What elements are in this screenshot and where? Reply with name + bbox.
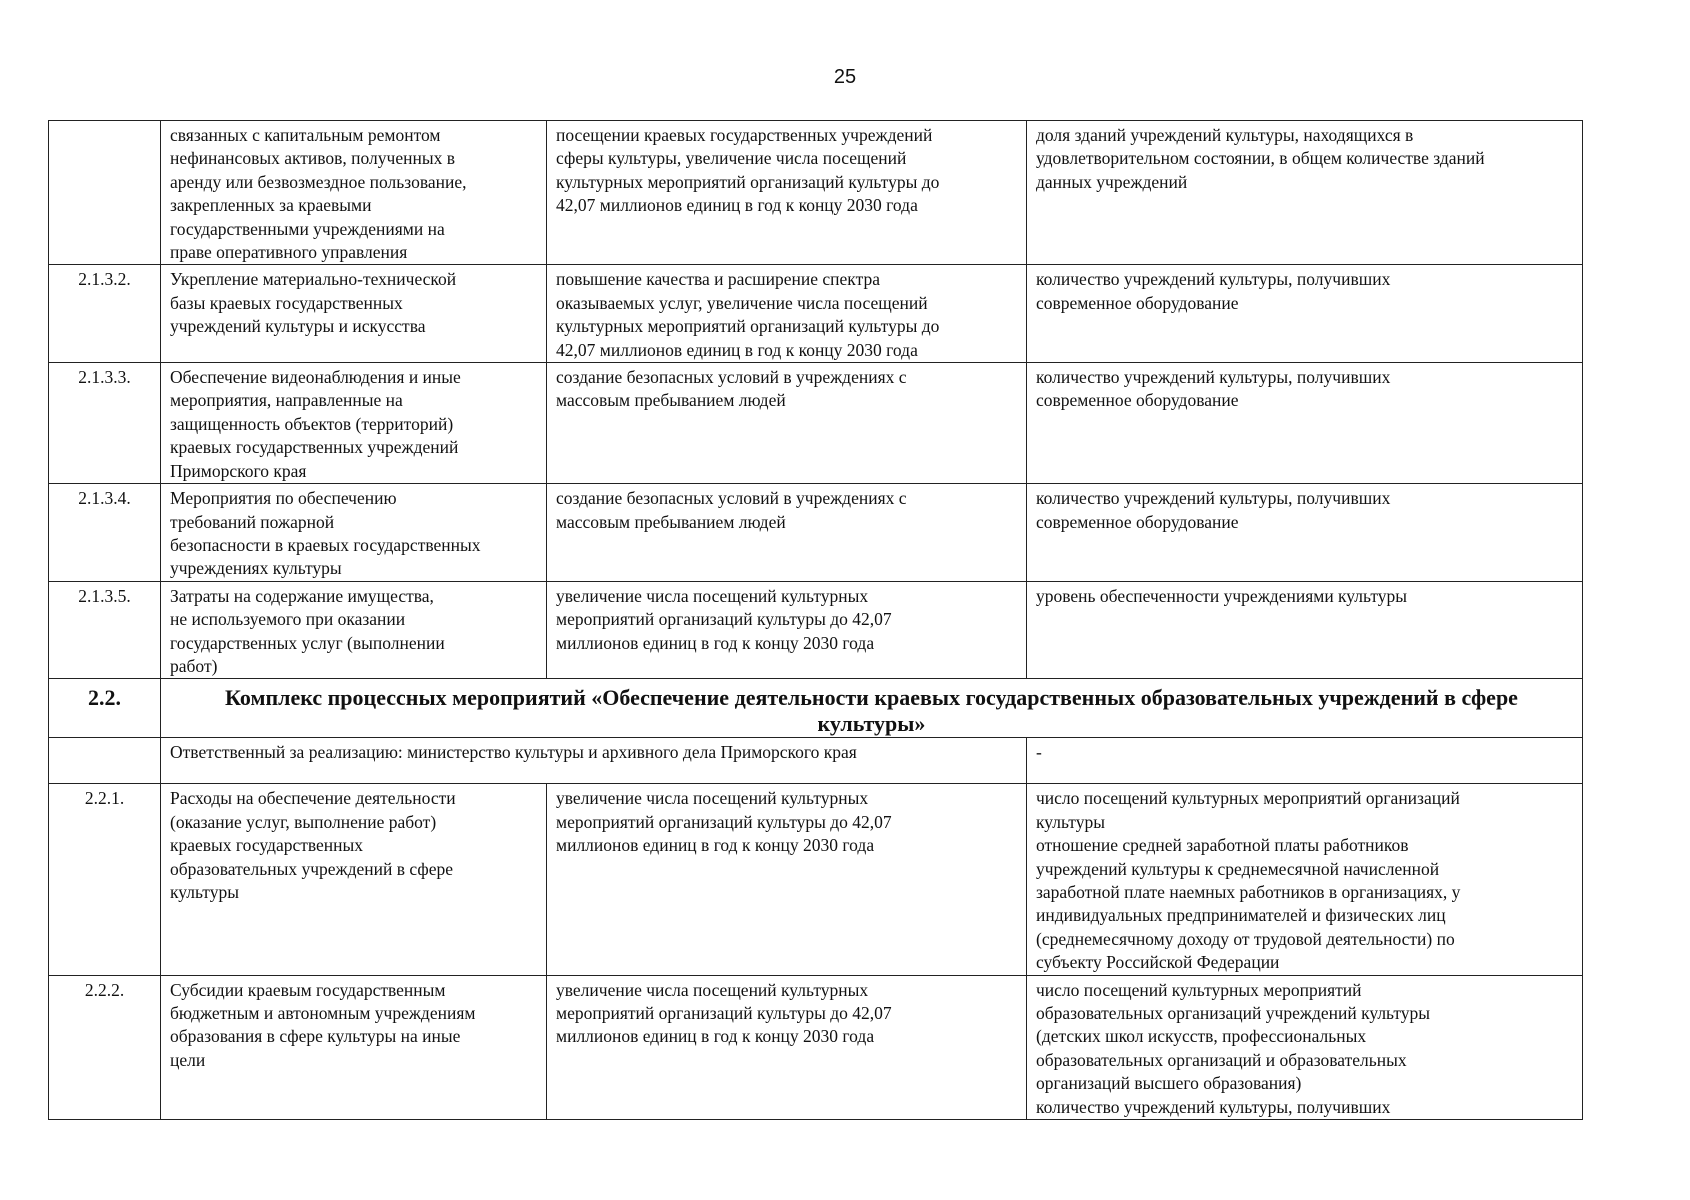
table-row (49, 975, 1583, 1119)
measure-result: увеличение числа посещений культурных мероприятий организаций культуры до 42,07 миллионов единиц в год к концу 2030 года (547, 581, 1027, 679)
section-number: 2.2. (49, 679, 161, 738)
measure-result: повышение качества и расширение спектра оказываемых услуг, увеличение числа посещений культурных мероприятий организаций культуры до 42,07 миллионов единиц в год к концу 2030 года (547, 265, 1027, 363)
table-row (49, 265, 1583, 363)
row-number: 2.1.3.5. (49, 581, 161, 679)
measure-result: увеличение числа посещений культурных мероприятий организаций культуры до 42,07 миллионов единиц в год к концу 2030 года (547, 975, 1027, 1119)
row-number (49, 121, 161, 265)
measure-indicator: количество учреждений культуры, получивших современное оборудование (1027, 363, 1583, 484)
measure-indicator: доля зданий учреждений культуры, находящихся в удовлетворительном состоянии, в общем количестве зданий данных учреждений (1027, 121, 1583, 265)
row-number (49, 738, 161, 784)
row-number: 2.1.3.2. (49, 265, 161, 363)
measure-name: Мероприятия по обеспечению требований пожарной безопасности в краевых государственных учреждениях культуры (161, 484, 547, 582)
responsible-indicator: - (1027, 738, 1583, 784)
measure-result: увеличение числа посещений культурных мероприятий организаций культуры до 42,07 миллионов единиц в год к концу 2030 года (547, 784, 1027, 975)
section-heading-row (49, 679, 1583, 738)
measure-name: Субсидии краевым государственным бюджетным и автономным учреждениям образования в сфере культуры на иные цели (161, 975, 547, 1119)
table-row (49, 581, 1583, 679)
measure-indicator: количество учреждений культуры, получивших современное оборудование (1027, 265, 1583, 363)
row-number: 2.1.3.3. (49, 363, 161, 484)
row-number: 2.1.3.4. (49, 484, 161, 582)
measures-table (48, 120, 1583, 1120)
measure-indicator: уровень обеспеченности учреждениями культуры (1027, 581, 1583, 679)
table-row (49, 121, 1583, 265)
measure-result: посещении краевых государственных учреждений сферы культуры, увеличение числа посещений культурных мероприятий организаций культуры до 42,07 миллионов единиц в год к концу 2030 года (547, 121, 1027, 265)
measure-indicator: число посещений культурных мероприятий образовательных организаций учреждений культуры (детских школ искусств, профессиональных образовательных организаций и образовательных организаций высшего образования) количество учреждений культуры, получивших (1027, 975, 1583, 1119)
measure-name: связанных с капитальным ремонтом нефинансовых активов, полученных в аренду или безвозмездное пользование, закрепленных за краевыми государственными учреждениями на праве оперативного управления (161, 121, 547, 265)
measure-indicator: число посещений культурных мероприятий организаций культуры отношение средней заработной платы работников учреждений культуры к среднемесячной начисленной заработной плате наемных работников в организациях, у индивидуальных предпринимателей и физических лиц (среднемесячному доходу от трудовой деятельности) по субъекту Российской Федерации (1027, 784, 1583, 975)
measure-name: Обеспечение видеонаблюдения и иные мероприятия, направленные на защищенность объектов (территорий) краевых государственных учреждений Приморского края (161, 363, 547, 484)
measure-indicator: количество учреждений культуры, получивших современное оборудование (1027, 484, 1583, 582)
page-number: 25 (833, 66, 857, 88)
section-title: Комплекс процессных мероприятий «Обеспечение деятельности краевых государственных образовательных учреждений в сфере культуры» (161, 679, 1583, 738)
table-row (49, 363, 1583, 484)
row-number: 2.2.1. (49, 784, 161, 975)
table-row (49, 484, 1583, 582)
responsible-text: Ответственный за реализацию: министерство культуры и архивного дела Приморского края (161, 738, 1027, 784)
responsible-row (49, 738, 1583, 784)
measure-result: создание безопасных условий в учреждениях с массовым пребыванием людей (547, 484, 1027, 582)
measure-name: Расходы на обеспечение деятельности (оказание услуг, выполнение работ) краевых государственных образовательных учреждений в сфере культуры (161, 784, 547, 975)
row-number: 2.2.2. (49, 975, 161, 1119)
measure-result: создание безопасных условий в учреждениях с массовым пребыванием людей (547, 363, 1027, 484)
measure-name: Затраты на содержание имущества, не используемого при оказании государственных услуг (выполнении работ) (161, 581, 547, 679)
measure-name: Укрепление материально-технической базы краевых государственных учреждений культуры и искусства (161, 265, 547, 363)
table-row (49, 784, 1583, 975)
